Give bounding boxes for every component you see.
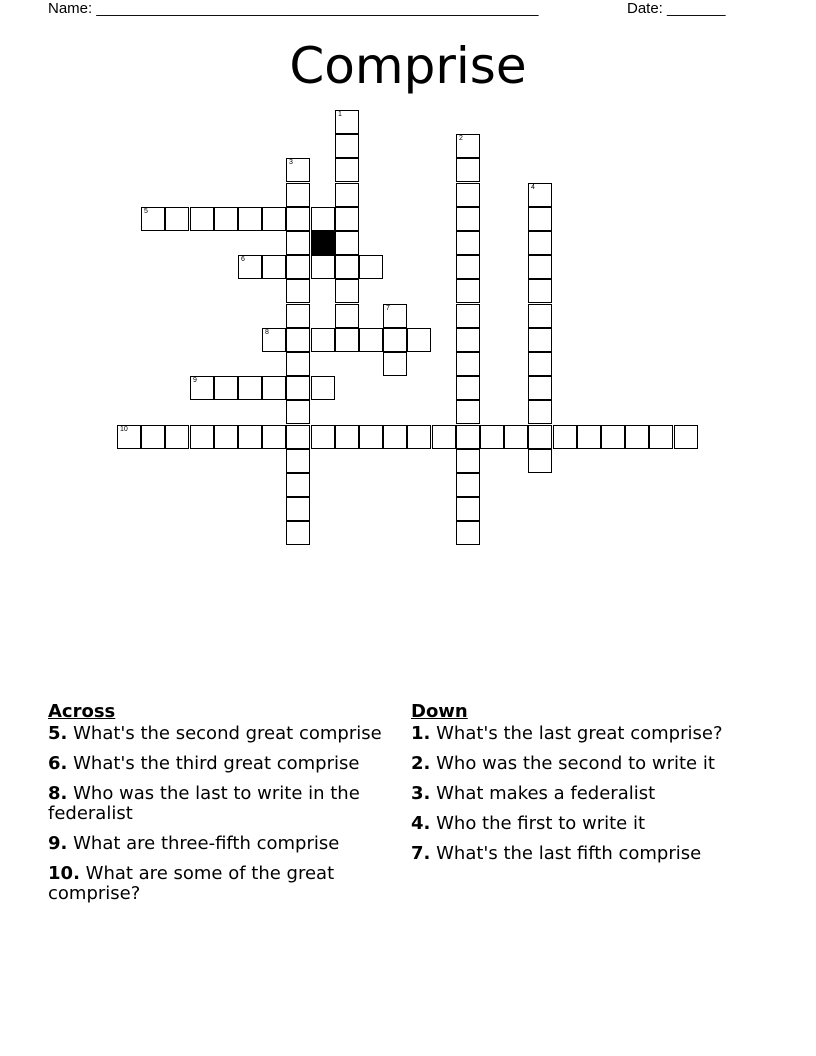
grid-cell[interactable] xyxy=(335,231,359,255)
clue-text: What's the second great comprise xyxy=(73,723,382,744)
grid-cell[interactable] xyxy=(359,425,383,449)
grid-cell[interactable] xyxy=(456,497,480,521)
clue-number: 8 xyxy=(48,783,61,804)
clue-number: 4 xyxy=(411,813,424,834)
clue-text: What are three-fifth comprise xyxy=(73,833,340,854)
puzzle-title: Comprise xyxy=(289,37,527,95)
grid-cell[interactable] xyxy=(286,352,310,376)
grid-cell[interactable] xyxy=(553,425,577,449)
grid-cell[interactable] xyxy=(528,425,552,449)
clue-text: Who was the second to write it xyxy=(436,753,715,774)
grid-cell[interactable] xyxy=(286,183,310,207)
grid-cell[interactable] xyxy=(286,473,310,497)
grid-cell[interactable] xyxy=(335,158,359,182)
grid-cell[interactable] xyxy=(238,255,262,279)
grid-cell[interactable] xyxy=(335,110,359,134)
grid-cell[interactable] xyxy=(383,425,407,449)
grid-cell[interactable] xyxy=(601,425,625,449)
grid-cell[interactable] xyxy=(286,279,310,303)
grid-cell[interactable] xyxy=(238,207,262,231)
cell-number: 9 xyxy=(193,377,197,384)
grid-cell[interactable] xyxy=(238,425,262,449)
grid-cell[interactable] xyxy=(262,425,286,449)
cell-number: 10 xyxy=(120,426,128,433)
grid-cell[interactable] xyxy=(335,279,359,303)
grid-cell[interactable] xyxy=(456,231,480,255)
grid-cell[interactable] xyxy=(528,400,552,424)
grid-cell[interactable] xyxy=(456,376,480,400)
grid-cell[interactable] xyxy=(311,425,335,449)
clue-number: 9 xyxy=(48,833,61,854)
clue-text: What's the third great comprise xyxy=(73,753,360,774)
across-clues xyxy=(48,702,388,914)
clue-number: 5 xyxy=(48,723,61,744)
grid-cell[interactable] xyxy=(311,207,335,231)
grid-cell[interactable] xyxy=(456,352,480,376)
cell-number: 8 xyxy=(265,329,269,336)
grid-cell[interactable] xyxy=(117,425,141,449)
grid-cell[interactable] xyxy=(262,255,286,279)
grid-cell[interactable] xyxy=(359,328,383,352)
grid-cell[interactable] xyxy=(311,255,335,279)
grid-cell[interactable] xyxy=(335,425,359,449)
grid-cell[interactable] xyxy=(528,304,552,328)
across-clue: 5. What's the second great comprise xyxy=(48,723,382,744)
grid-cell[interactable] xyxy=(528,352,552,376)
grid-cell[interactable] xyxy=(286,400,310,424)
across-clue: 9. What are three-fifth comprise xyxy=(48,833,340,854)
grid-cell[interactable] xyxy=(286,304,310,328)
cell-number: 6 xyxy=(241,256,245,263)
grid-cell[interactable] xyxy=(286,231,310,255)
clue-number: 1 xyxy=(411,723,424,744)
grid-cell[interactable] xyxy=(625,425,649,449)
grid-cell[interactable] xyxy=(286,255,310,279)
grid-cell[interactable] xyxy=(456,279,480,303)
grid-cell[interactable] xyxy=(190,207,214,231)
grid-cell[interactable] xyxy=(577,425,601,449)
clue-text: What makes a federalist xyxy=(436,783,656,804)
down-heading: Down xyxy=(411,701,468,722)
grid-cell[interactable] xyxy=(383,304,407,328)
across-clue: 10. What are some of the great comprise? xyxy=(48,863,335,904)
grid-cell[interactable] xyxy=(190,376,214,400)
grid-cell[interactable] xyxy=(528,376,552,400)
grid-cell[interactable] xyxy=(456,425,480,449)
down-clue: 1. What's the last great comprise? xyxy=(411,723,723,744)
clue-number: 2 xyxy=(411,753,424,774)
grid-cell[interactable] xyxy=(504,425,528,449)
grid-cell[interactable] xyxy=(311,376,335,400)
grid-cell[interactable] xyxy=(335,255,359,279)
grid-cell[interactable] xyxy=(456,207,480,231)
clue-number: 3 xyxy=(411,783,424,804)
grid-cell[interactable] xyxy=(335,134,359,158)
name-field[interactable]: Name: _____________________________________________________ xyxy=(48,0,539,17)
grid-cell[interactable] xyxy=(335,328,359,352)
grid-cell[interactable] xyxy=(262,376,286,400)
cell-number: 4 xyxy=(531,184,535,191)
grid-cell[interactable] xyxy=(456,158,480,182)
cell-number: 7 xyxy=(386,305,390,312)
down-clues xyxy=(411,702,771,874)
grid-cell[interactable] xyxy=(286,449,310,473)
grid-cell[interactable] xyxy=(528,255,552,279)
clue-text: Who the first to write it xyxy=(436,813,646,834)
grid-cell[interactable] xyxy=(141,207,165,231)
across-heading: Across xyxy=(48,701,116,722)
grid-cell[interactable] xyxy=(335,207,359,231)
date-field[interactable]: Date: _______ xyxy=(627,0,726,17)
grid-cell[interactable] xyxy=(214,376,238,400)
grid-cell[interactable] xyxy=(528,231,552,255)
clue-text: What's the last fifth comprise xyxy=(436,843,702,864)
grid-cell[interactable] xyxy=(262,328,286,352)
grid-cell[interactable] xyxy=(480,425,504,449)
grid-cell[interactable] xyxy=(311,328,335,352)
grid-cell[interactable] xyxy=(407,425,431,449)
down-clue: 2. Who was the second to write it xyxy=(411,753,715,774)
grid-cell[interactable] xyxy=(407,328,431,352)
clue-text: Who was the last to write in the federalist xyxy=(48,783,360,824)
grid-cell[interactable] xyxy=(528,207,552,231)
grid-cell[interactable] xyxy=(335,304,359,328)
grid-cell[interactable] xyxy=(286,328,310,352)
grid-cell[interactable] xyxy=(383,328,407,352)
grid-cell[interactable] xyxy=(165,425,189,449)
clue-text: What are some of the great comprise? xyxy=(48,863,335,904)
cell-number: 5 xyxy=(144,208,148,215)
grid-cell[interactable] xyxy=(456,400,480,424)
grid-cell[interactable] xyxy=(286,521,310,545)
grid-cell[interactable] xyxy=(456,134,480,158)
cell-number: 2 xyxy=(459,135,463,142)
grid-cell[interactable] xyxy=(286,158,310,182)
grid-cell[interactable] xyxy=(456,449,480,473)
grid-cell[interactable] xyxy=(432,425,456,449)
grid-cell[interactable] xyxy=(528,449,552,473)
grid-cell[interactable] xyxy=(649,425,673,449)
grid-cell[interactable] xyxy=(456,255,480,279)
grid-cell[interactable] xyxy=(456,473,480,497)
grid-cell[interactable] xyxy=(674,425,698,449)
grid-cell[interactable] xyxy=(214,207,238,231)
grid-cell[interactable] xyxy=(528,183,552,207)
grid-cell[interactable] xyxy=(262,207,286,231)
grid-cell[interactable] xyxy=(286,425,310,449)
clue-text: What's the last great comprise? xyxy=(436,723,723,744)
grid-cell[interactable] xyxy=(214,425,238,449)
grid-cell[interactable] xyxy=(286,207,310,231)
grid-cell[interactable] xyxy=(528,328,552,352)
grid-cell[interactable] xyxy=(141,425,165,449)
grid-cell[interactable] xyxy=(165,207,189,231)
grid-cell[interactable] xyxy=(359,255,383,279)
grid-cell[interactable] xyxy=(335,183,359,207)
grid-cell[interactable] xyxy=(456,183,480,207)
grid-cell[interactable] xyxy=(383,352,407,376)
grid-cell[interactable] xyxy=(456,521,480,545)
grid-cell[interactable] xyxy=(528,279,552,303)
grid-cell[interactable] xyxy=(456,328,480,352)
black-cell xyxy=(311,231,335,255)
across-clue: 6. What's the third great comprise xyxy=(48,753,360,774)
clue-number: 10 xyxy=(48,863,74,884)
clue-number: 7 xyxy=(411,843,424,864)
grid-cell[interactable] xyxy=(190,425,214,449)
grid-cell[interactable] xyxy=(286,376,310,400)
down-clue: 3. What makes a federalist xyxy=(411,783,656,804)
grid-cell[interactable] xyxy=(238,376,262,400)
clue-number: 6 xyxy=(48,753,61,774)
grid-cell[interactable] xyxy=(286,497,310,521)
cell-number: 3 xyxy=(289,159,293,166)
down-clue: 7. What's the last fifth comprise xyxy=(411,843,702,864)
cell-number: 1 xyxy=(338,111,342,118)
grid-cell[interactable] xyxy=(456,304,480,328)
down-clue: 4. Who the first to write it xyxy=(411,813,646,834)
across-clue: 8. Who was the last to write in the federalist xyxy=(48,783,360,824)
